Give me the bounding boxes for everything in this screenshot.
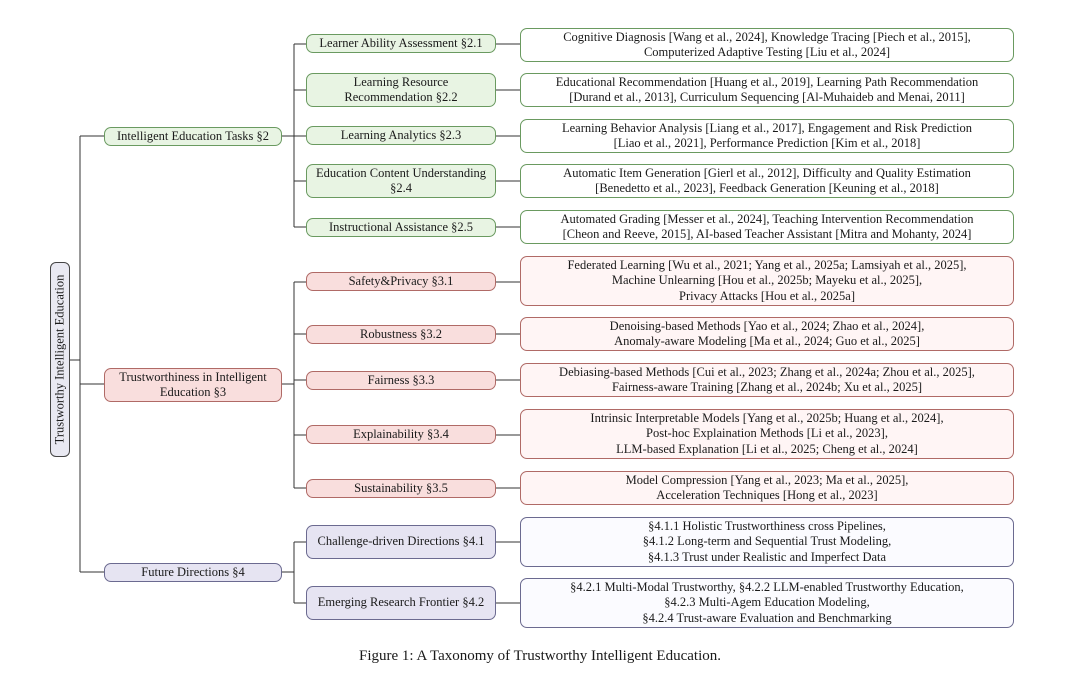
- node-content-understanding: Education Content Understanding §2.4: [306, 164, 496, 198]
- node-safety-privacy: Safety&Privacy §3.1: [306, 272, 496, 291]
- leaf-instructional-assistance: Automated Grading [Messer et al., 2024], Teaching Intervention Recommendation [Cheon and Reeve, 2015], AI-based Teacher Assistant [Mitra and Mohanty, 2024]: [520, 210, 1014, 244]
- node-explainability: Explainability §3.4: [306, 425, 496, 444]
- leaf-sustainability: Model Compression [Yang et al., 2023; Ma et al., 2025], Acceleration Techniques [Hong et al., 2023]: [520, 471, 1014, 505]
- leaf-robustness: Denoising-based Methods [Yao et al., 2024; Zhao et al., 2024], Anomaly-aware Modeling [Ma et al., 2024; Guo et al., 2025]: [520, 317, 1014, 351]
- leaf-resource-recommendation: Educational Recommendation [Huang et al., 2019], Learning Path Recommendation [Durand et al., 2013], Curriculum Sequencing [Al-Muhaideb and Menai, 2011]: [520, 73, 1014, 107]
- node-learner-ability: Learner Ability Assessment §2.1: [306, 34, 496, 53]
- leaf-learning-analytics: Learning Behavior Analysis [Liang et al., 2017], Engagement and Risk Prediction [Liao et al., 2021], Performance Prediction [Kim et al., 2018]: [520, 119, 1014, 153]
- leaf-explainability: Intrinsic Interpretable Models [Yang et al., 2025b; Huang et al., 2024], Post-hoc Explaination Methods [Li et al., 2023], LLM-based Explanation [Li et al., 2025; Cheng et al., 2024]: [520, 409, 1014, 459]
- node-sustainability: Sustainability §3.5: [306, 479, 496, 498]
- leaf-fairness: Debiasing-based Methods [Cui et al., 2023; Zhang et al., 2024a; Zhou et al., 2025], Fairness-aware Training [Zhang et al., 2024b; Xu et al., 2025]: [520, 363, 1014, 397]
- root-node: [50, 262, 70, 457]
- branch-future: Future Directions §4: [104, 563, 282, 582]
- node-challenge-driven: Challenge-driven Directions §4.1: [306, 525, 496, 559]
- node-resource-recommendation: Learning Resource Recommendation §2.2: [306, 73, 496, 107]
- leaf-safety-privacy: Federated Learning [Wu et al., 2021; Yang et al., 2025a; Lamsiyah et al., 2025], Machine Unlearning [Hou et al., 2025b; Mayeku et al., 2025], Privacy Attacks [Hou et al., 2025a]: [520, 256, 1014, 306]
- node-emerging-frontier: Emerging Research Frontier §4.2: [306, 586, 496, 620]
- root-label: Trustworthy Intelligent Education: [52, 274, 67, 445]
- figure-caption: Figure 1: A Taxonomy of Trustworthy Intelligent Education.: [359, 648, 721, 664]
- leaf-content-understanding: Automatic Item Generation [Gierl et al., 2012], Difficulty and Quality Estimation [Benedetto et al., 2023], Feedback Generation [Keuning et al., 2018]: [520, 164, 1014, 198]
- leaf-emerging-frontier: §4.2.1 Multi-Modal Trustworthy, §4.2.2 LLM-enabled Trustworthy Education, §4.2.3 Multi-Agem Education Modeling, §4.2.4 Trust-aware Evaluation and Benchmarking: [520, 578, 1014, 628]
- branch-trustworthiness: Trustworthiness in Intelligent Education §3: [104, 368, 282, 402]
- node-fairness: Fairness §3.3: [306, 371, 496, 390]
- node-instructional-assistance: Instructional Assistance §2.5: [306, 218, 496, 237]
- leaf-challenge-driven: §4.1.1 Holistic Trustworthiness cross Pipelines, §4.1.2 Long-term and Sequential Trust Modeling, §4.1.3 Trust under Realistic and Imperfect Data: [520, 517, 1014, 567]
- branch-tasks: Intelligent Education Tasks §2: [104, 127, 282, 146]
- node-learning-analytics: Learning Analytics §2.3: [306, 126, 496, 145]
- leaf-learner-ability: Cognitive Diagnosis [Wang et al., 2024], Knowledge Tracing [Piech et al., 2015], Computerized Adaptive Testing [Liu et al., 2024]: [520, 28, 1014, 62]
- node-robustness: Robustness §3.2: [306, 325, 496, 344]
